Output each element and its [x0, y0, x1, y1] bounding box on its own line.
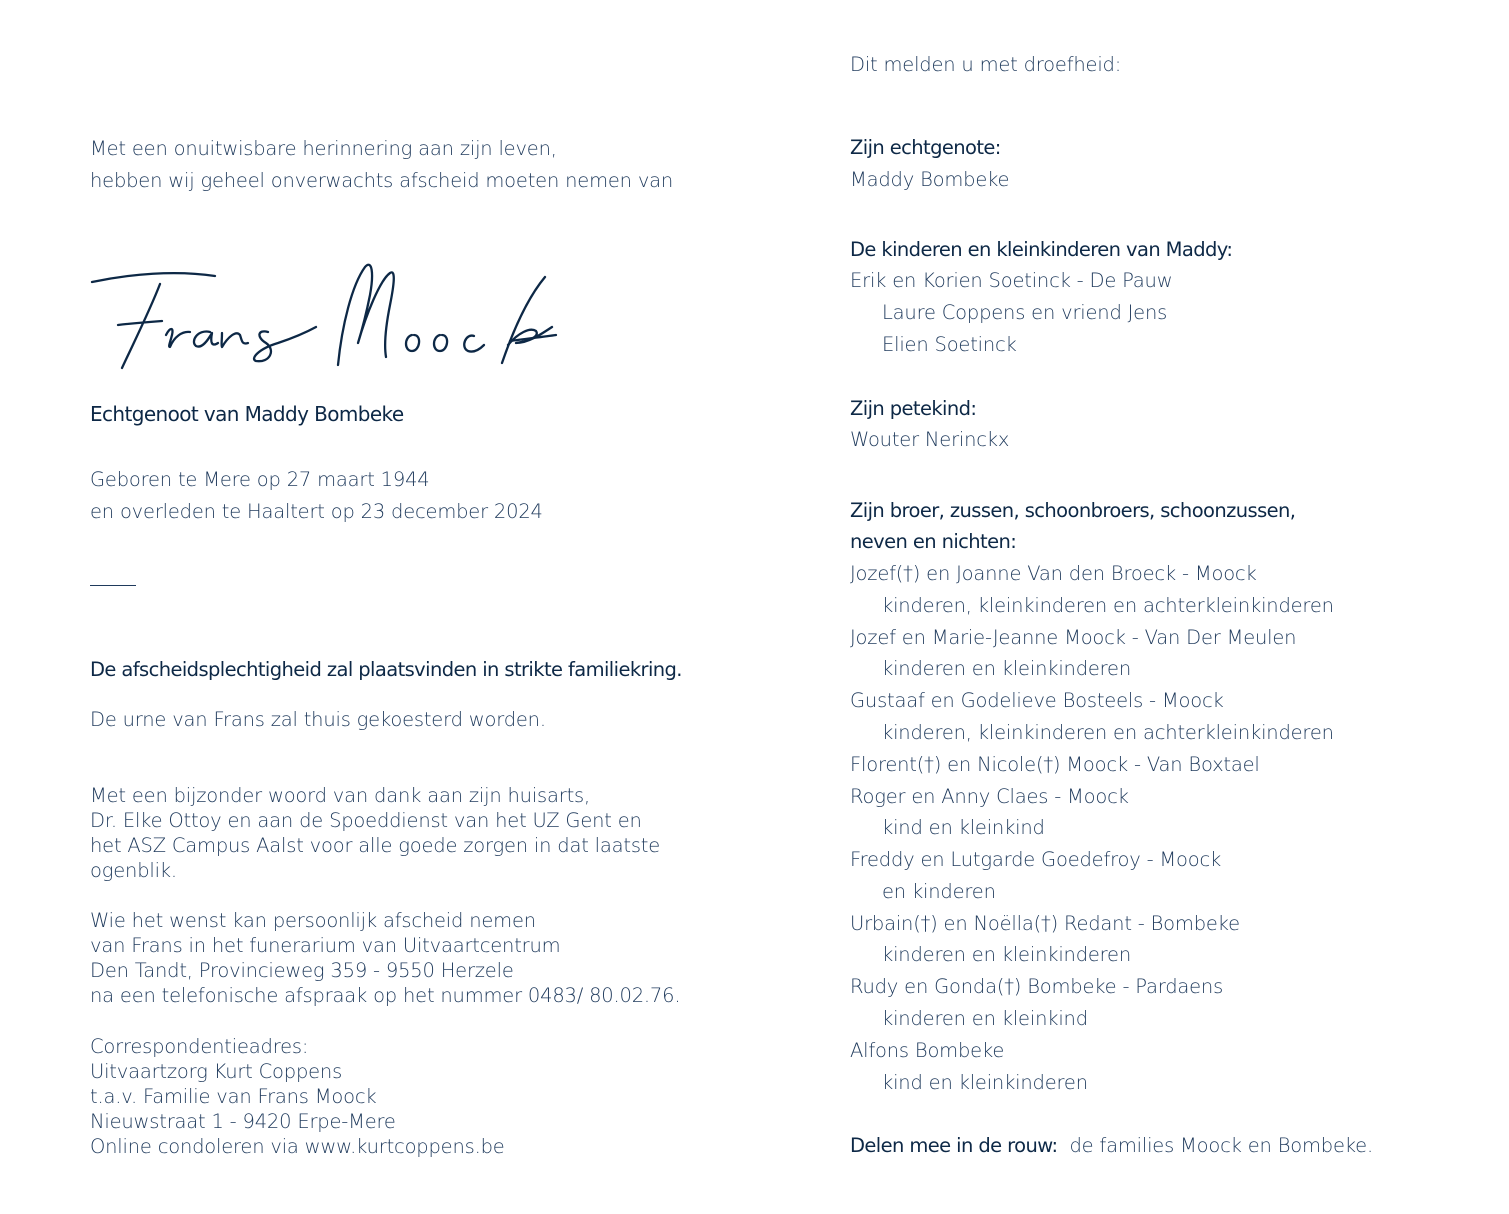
address-line-3: t.a.v. Familie van Frans Moock	[90, 1085, 377, 1108]
sibling-line: Freddy en Lutgarde Goedefroy - Moock	[850, 848, 1222, 871]
intro-line-2: hebben wij geheel onverwachts afscheid moeten nemen van	[90, 169, 674, 192]
divider	[90, 585, 136, 586]
sibling-line: kinderen en kleinkinderen	[882, 657, 1132, 680]
address-line-5: Online condoleren via www.kurtcoppens.be	[90, 1135, 505, 1158]
share-line	[850, 1134, 1373, 1157]
child-line: Erik en Korien Soetinck - De Pauw	[850, 269, 1173, 292]
spouse-heading: Zijn echtgenote:	[850, 136, 1001, 159]
sibling-line: kinderen en kleinkinderen	[882, 943, 1132, 966]
sibling-line: Rudy en Gonda(†) Bombeke - Pardaens	[850, 975, 1224, 998]
spouse-name: Maddy Bombeke	[850, 168, 1010, 191]
godchild-heading: Zijn petekind:	[850, 397, 977, 420]
ceremony-line: De afscheidsplechtigheid zal plaatsvinden in strikte familiekring.	[90, 658, 682, 681]
share-text: de families Moock en Bombeke.	[1069, 1134, 1373, 1157]
sibling-line: Florent(†) en Nicole(†) Moock - Van Boxtael	[850, 753, 1260, 776]
visit-line-3: Den Tandt, Provincieweg 359 - 9550 Herzele	[90, 959, 514, 982]
sibling-line: Jozef(†) en Joanne Van den Broeck - Moock	[850, 562, 1257, 585]
death-line: en overleden te Haaltert op 23 december 2024	[90, 500, 543, 523]
sibling-line: Gustaaf en Godelieve Bosteels - Moock	[850, 689, 1224, 712]
thanks-line-3: het ASZ Campus Aalst voor alle goede zorgen in dat laatste	[90, 834, 661, 857]
child-line: Laure Coppens en vriend Jens	[882, 301, 1168, 324]
sibling-line: kinderen, kleinkinderen en achterkleinkinderen	[882, 594, 1334, 617]
urn-line: De urne van Frans zal thuis gekoesterd worden.	[90, 708, 546, 731]
address-line-1: Correspondentieadres:	[90, 1035, 309, 1058]
visit-line-2: van Frans in het funerarium van Uitvaartcentrum	[90, 934, 561, 957]
thanks-line-1: Met een bijzonder woord van dank aan zijn huisarts,	[90, 784, 590, 807]
siblings-heading-2: neven en nichten:	[850, 530, 1017, 553]
address-line-2: Uitvaartzorg Kurt Coppens	[90, 1060, 343, 1083]
child-line: Elien Soetinck	[882, 333, 1017, 356]
sibling-line: Roger en Anny Claes - Moock	[850, 785, 1129, 808]
opening-line: Dit melden u met droefheid:	[850, 53, 1122, 76]
sibling-line: Jozef en Marie-Jeanne Moock - Van Der Meulen	[850, 626, 1297, 649]
children-heading: De kinderen en kleinkinderen van Maddy:	[850, 238, 1233, 261]
sibling-line: Alfons Bombeke	[850, 1039, 1005, 1062]
sibling-line: Urbain(†) en Noëlla(†) Redant - Bombeke	[850, 912, 1240, 935]
sibling-line: kinderen, kleinkinderen en achterkleinkinderen	[882, 721, 1334, 744]
godchild-name: Wouter Nerinckx	[850, 428, 1010, 451]
sibling-line: kind en kleinkinderen	[882, 1071, 1088, 1094]
sibling-line: kinderen en kleinkind	[882, 1007, 1088, 1030]
visit-line-1: Wie het wenst kan persoonlijk afscheid nemen	[90, 909, 536, 932]
visit-line-4: na een telefonische afspraak op het nummer 0483/ 80.02.76.	[90, 984, 681, 1007]
address-line-4: Nieuwstraat 1 - 9420 Erpe-Mere	[90, 1110, 396, 1133]
birth-line: Geboren te Mere op 27 maart 1944	[90, 468, 430, 491]
spouse-line: Echtgenoot van Maddy Bombeke	[90, 402, 404, 426]
thanks-line-4: ogenblik.	[90, 859, 177, 882]
intro-line-1: Met een onuitwisbare herinnering aan zijn leven,	[90, 137, 557, 160]
sibling-line: kind en kleinkind	[882, 816, 1045, 839]
sibling-line: en kinderen	[882, 880, 996, 903]
share-label: Delen mee in de rouw:	[850, 1134, 1058, 1157]
siblings-heading-1: Zijn broer, zussen, schoonbroers, schoonzussen,	[850, 499, 1296, 522]
name-signature	[90, 255, 560, 380]
thanks-line-2: Dr. Elke Ottoy en aan de Spoeddienst van het UZ Gent en	[90, 809, 642, 832]
